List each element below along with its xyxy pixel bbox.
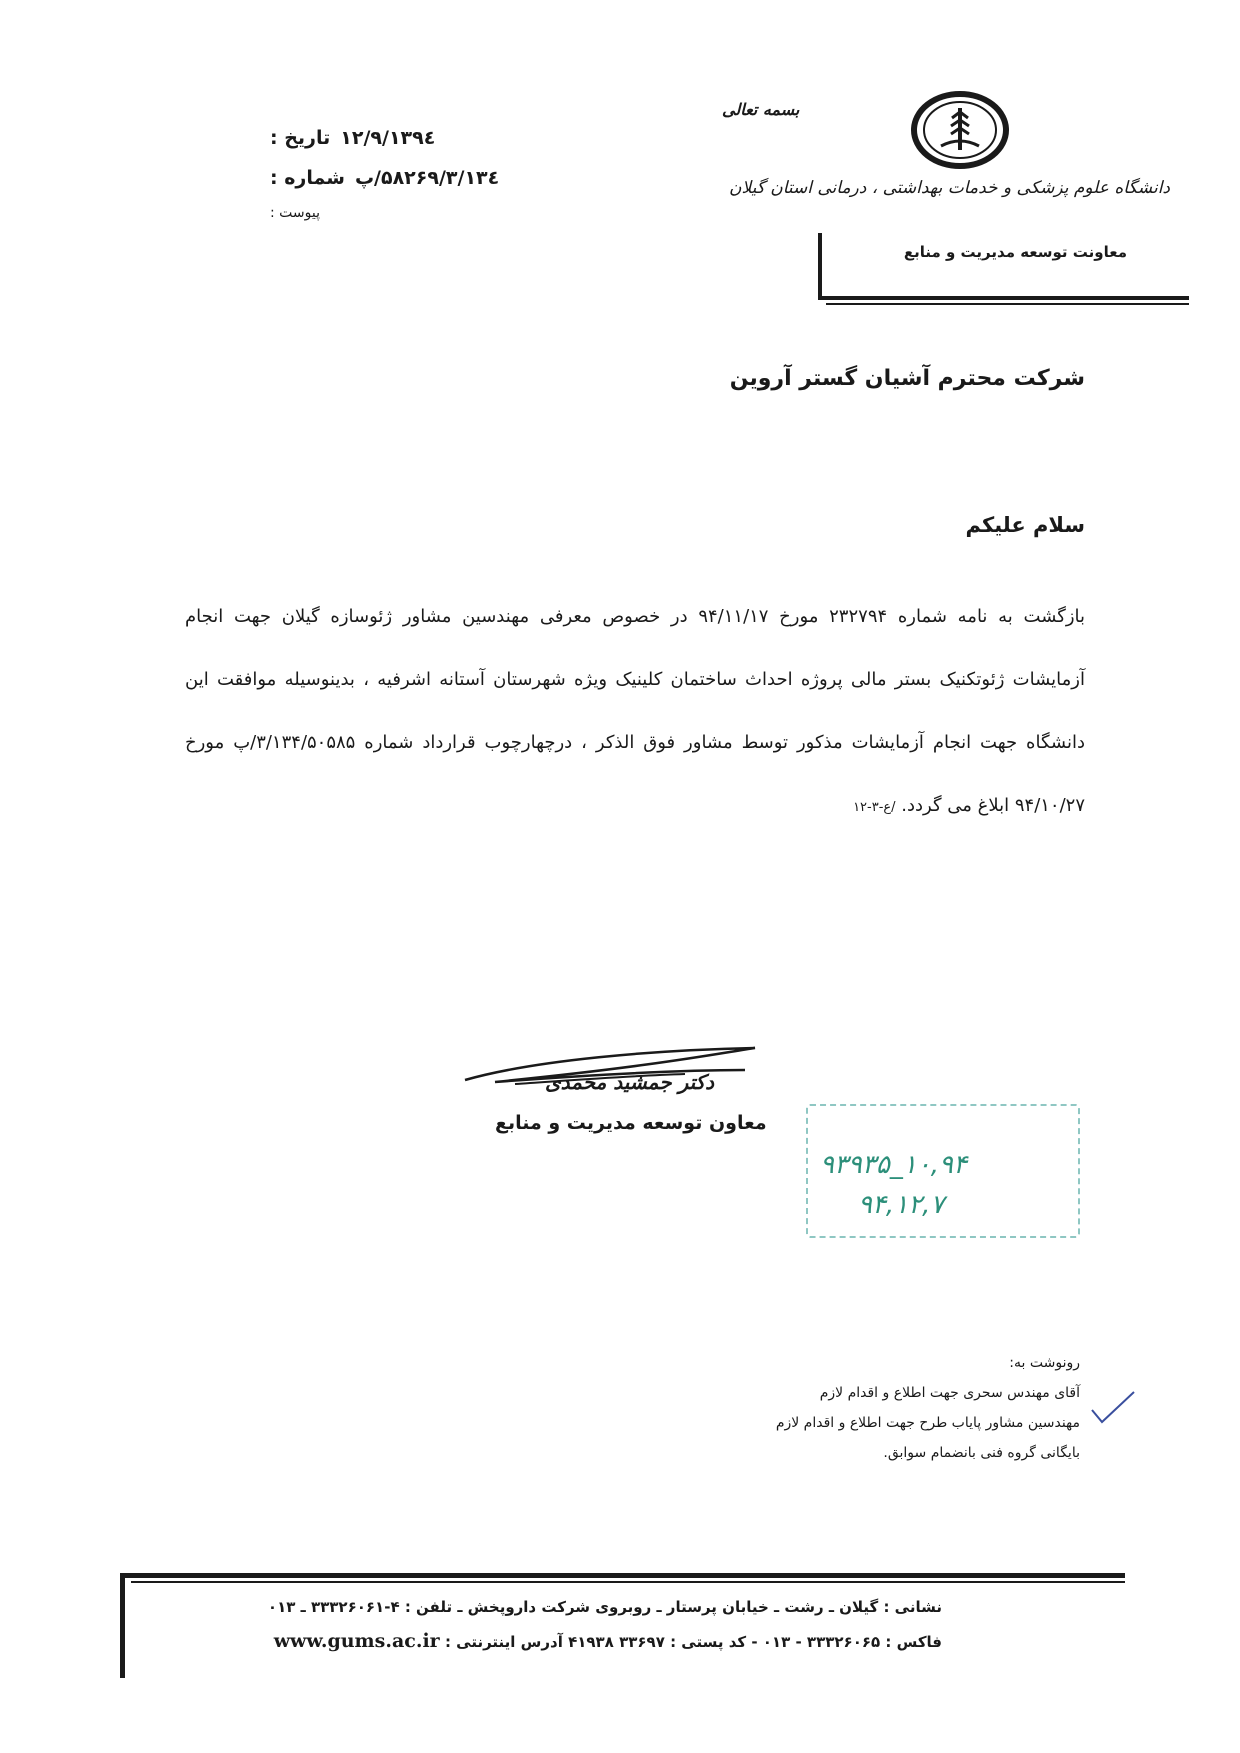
university-logo-icon: [905, 90, 1015, 170]
bismillah-text: بسمه تعالی: [722, 100, 800, 119]
attachment-row: [270, 198, 530, 228]
footer-contact: [120, 1630, 942, 1652]
signatory-title: معاون توسعه مدیریت و منابع: [495, 1112, 767, 1134]
university-name: دانشگاه علوم پزشکی و خدمات بهداشتی ، درمانی استان گیلان: [728, 178, 1170, 198]
letter-body-text: بازگشت به نامه شماره ۲۳۲۷۹۴ مورخ ۹۴/۱۱/۱۷ در خصوص معرفی مهندسین مشاور ژئوسازه گیلان جهت انجام آزمایشات ژئوتکنیک بستر مالی پروژه احداث ساختمان کلینیک ویژه شهرستان آستانه اشرفیه ، بدینوسیله موافقت این دانشگاه جهت انجام آزمایشات مذکور توسط مشاور فوق الذکر ، درچهارچوب قرارداد شماره ۳/۱۳۴/۵۰۵۸۵/پ مورخ ۹۴/۱۰/۲۷ ابلاغ می گردد.: [185, 606, 1086, 816]
checkmark-icon: [1090, 1388, 1136, 1428]
footer-frame-line: [131, 1581, 1125, 1583]
signatory-name: دکتر جمشید محمدی: [545, 1070, 715, 1094]
attachment-label: پیوست :: [270, 205, 320, 221]
cc-item: بایگانی گروه فنی بانضمام سوابق.: [883, 1445, 1080, 1461]
date-value: ۱۳۹٤/۱۲/۹: [340, 127, 436, 149]
footer-frame: [120, 1573, 1125, 1678]
number-value: ۳/۱۳٤/۵۸۲۶۹/پ: [354, 167, 500, 189]
greeting: سلام علیکم: [965, 513, 1085, 537]
cc-item: آقای مهندس سحری جهت اطلاع و اقدام لازم: [819, 1385, 1080, 1401]
footer-website-link[interactable]: www.gums.ac.ir: [273, 1630, 440, 1652]
letter-body-ref-code: /ع-۳-۱۲: [853, 800, 896, 815]
cc-item: مهندسین مشاور پایاب طرح جهت اطلاع و اقدام لازم: [775, 1415, 1080, 1431]
letter-meta: [270, 118, 530, 228]
number-label: شماره :: [270, 167, 345, 189]
number-row: [270, 158, 530, 198]
recipient: شرکت محترم آشیان گستر آروین: [729, 366, 1085, 391]
department-box: [818, 233, 1189, 300]
stamp-date: ۹۴,۱۲,۷: [858, 1190, 945, 1220]
cc-list: [720, 1348, 1080, 1468]
date-label: تاریخ :: [270, 127, 331, 149]
date-row: [270, 118, 530, 158]
footer-fax: فاکس : ۳۳۳۲۶۰۶۵ - ۰۱۳ - کد پستی : ۳۳۶۹۷ ۴۱۹۳۸ آدرس اینترنتی :: [444, 1633, 942, 1651]
stamp-number: ۱۰,۹۴_۹۳۹۳۵: [820, 1150, 967, 1180]
department-name: معاونت توسعه مدیریت و منابع: [903, 243, 1127, 261]
footer-address: نشانی : گیلان ـ رشت ـ خیابان پرستار ـ روبروی شرکت داروپخش ـ تلفن : ۴-۳۳۳۲۶۰۶۱ ـ ۰۱۳: [267, 1598, 942, 1616]
receipt-stamp: [806, 1104, 1080, 1238]
letter-body: [185, 585, 1085, 839]
cc-heading: رونوشت به:: [1009, 1355, 1080, 1371]
department-box-line: [826, 303, 1189, 305]
